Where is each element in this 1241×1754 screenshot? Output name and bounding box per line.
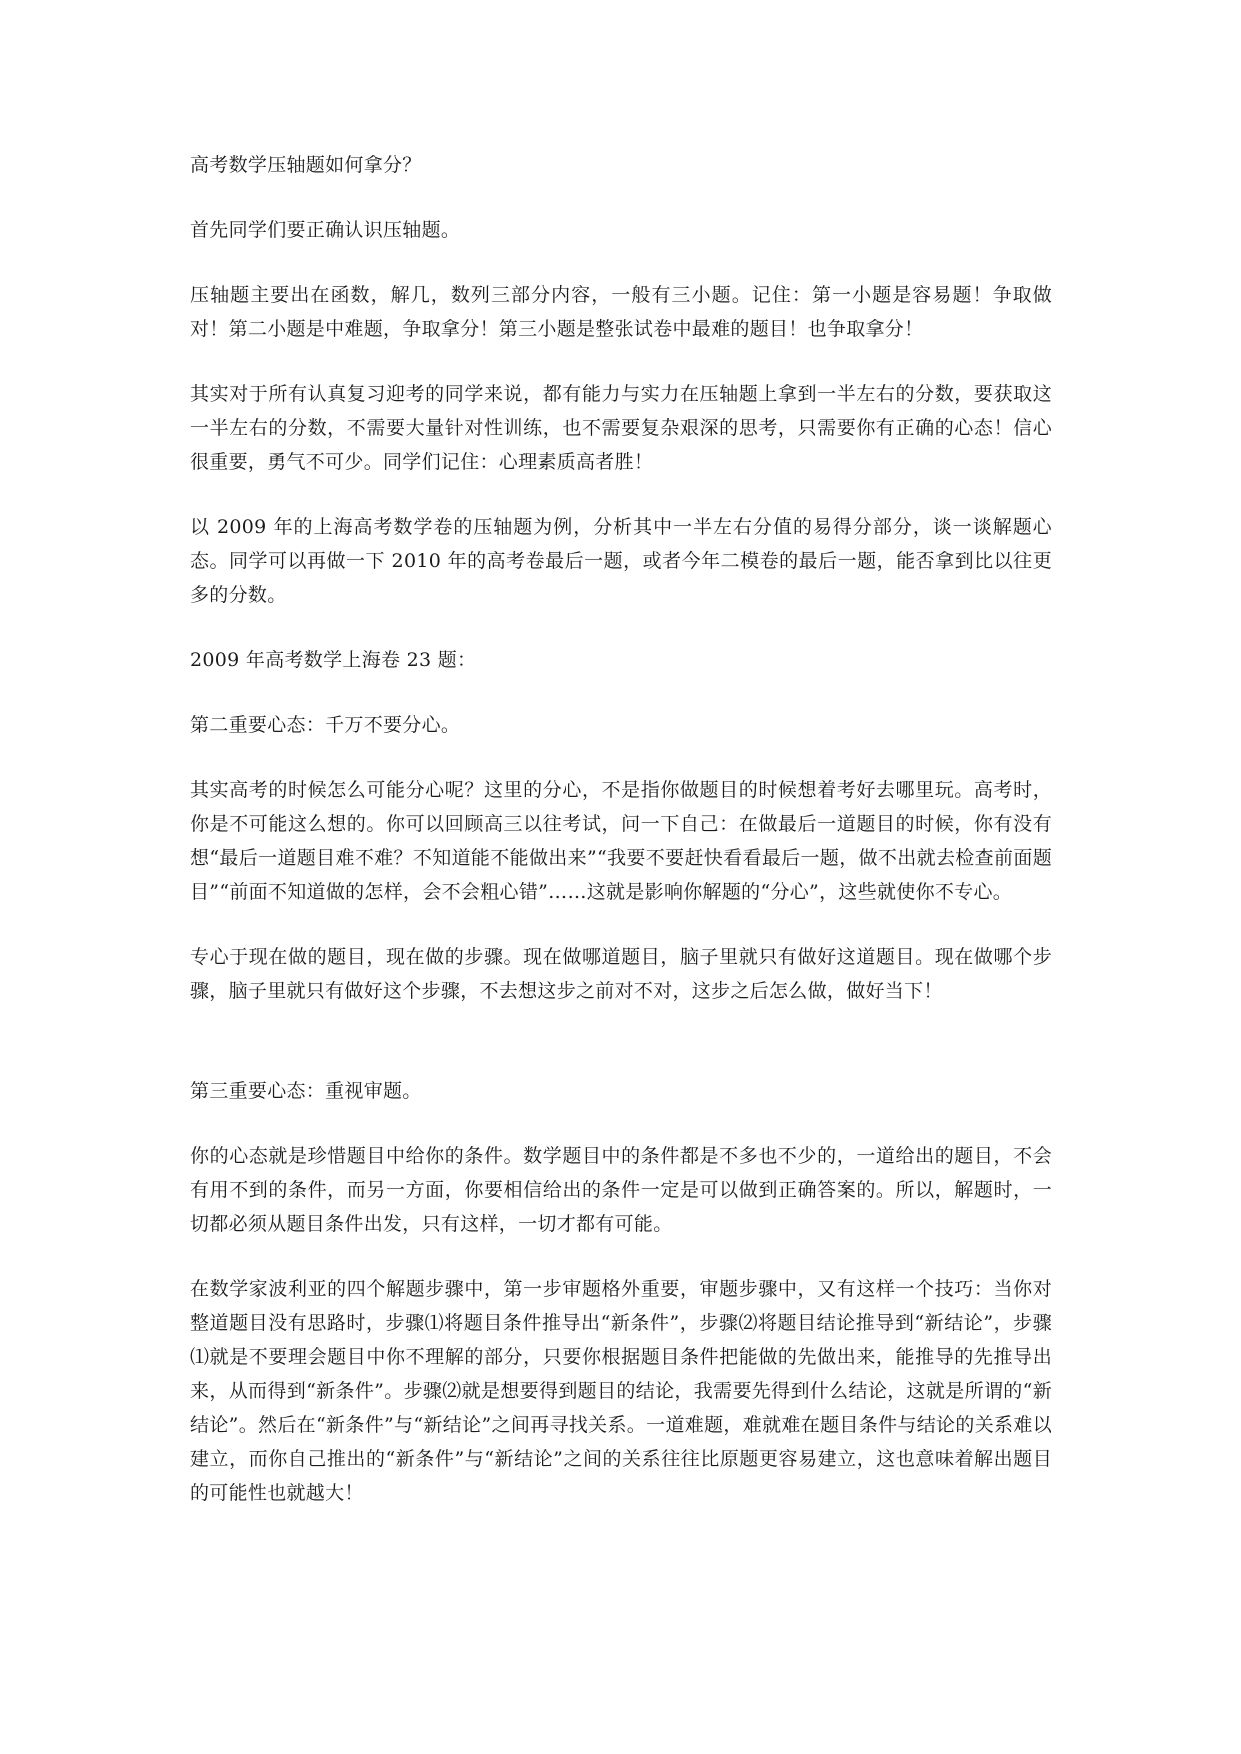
paragraph-distraction: 其实高考的时候怎么可能分心呢？这里的分心，不是指你做题目的时候想着考好去哪里玩。高考时，你是不可能这么想的。你可以回顾高三以往考试，问一下自己：在做最后一道题目的时候，你有没有想“最后一道题目难不难？不知道能不能做出来”“我要不要赶快看看最后一题，做不出就去检查前面题目”“前面不知道做的怎样，会不会粗心错”……这就是影响你解题的“分心”，这些就使你不专心。	[190, 779, 1052, 903]
article-title: 高考数学压轴题如何拿分？	[190, 154, 422, 176]
paragraph-polya: 在数学家波利亚的四个解题步骤中，第一步审题格外重要，审题步骤中，又有这样一个技巧：当你对整道题目没有思路时，步骤⑴将题目条件推导出“新条件”，步骤⑵将题目结论推导到“新结论”，步骤⑴就是不要理会题目中你不理解的部分，只要你根据题目条件把能做的先做出来，能推导的先推导出来，从而得到“新条件”。步骤⑵就是想要得到题目的结论，我需要先得到什么结论，这就是所谓的“新结论”。然后在“新条件”与“新结论”之间再寻找关系。一道难题，难就难在题目条件与结论的关系难以建立，而你自己推出的“新条件”与“新结论”之间的关系往往比原题更容易建立，这也意味着解出题目的可能性也就越大！	[190, 1278, 1052, 1504]
paragraph-mindset: 其实对于所有认真复习迎考的同学来说，都有能力与实力在压轴题上拿到一半左右的分数，要获取这一半左右的分数，不需要大量针对性训练，也不需要复杂艰深的思考，只需要你有正确的心态！信心很重要，勇气不可少。同学们记住：心理素质高者胜！	[190, 383, 1052, 473]
section-heading-focus: 第二重要心态：千万不要分心。	[190, 714, 461, 736]
paragraph-concentrate: 专心于现在做的题目，现在做的步骤。现在做哪道题目，脑子里就只有做好这道题目。现在做哪个步骤，脑子里就只有做好这个步骤，不去想这步之前对不对，这步之后怎么做，做好当下！	[190, 946, 1052, 1002]
example-label: 2009 年高考数学上海卷 23 题：	[190, 649, 477, 671]
paragraph-conditions: 你的心态就是珍惜题目中给你的条件。数学题目中的条件都是不多也不少的，一道给出的题目，不会有用不到的条件，而另一方面，你要相信给出的条件一定是可以做到正确答案的。所以，解题时，一切都必须从题目条件出发，只有这样，一切才都有可能。	[190, 1145, 1052, 1235]
document-body	[190, 148, 1052, 1541]
paragraph-example-intro: 以 2009 年的上海高考数学卷的压轴题为例，分析其中一半左右分值的易得分部分，谈一谈解题心态。同学可以再做一下 2010 年的高考卷最后一题，或者今年二模卷的最后一题，能否拿到比以往更多的分数。	[190, 516, 1052, 606]
paragraph-question-structure: 压轴题主要出在函数，解几，数列三部分内容，一般有三小题。记住：第一小题是容易题！争取做对！第二小题是中难题，争取拿分！第三小题是整张试卷中最难的题目！也争取拿分！	[190, 284, 1052, 340]
section-heading-review: 第三重要心态：重视审题。	[190, 1080, 422, 1102]
intro-heading: 首先同学们要正确认识压轴题。	[190, 219, 461, 241]
